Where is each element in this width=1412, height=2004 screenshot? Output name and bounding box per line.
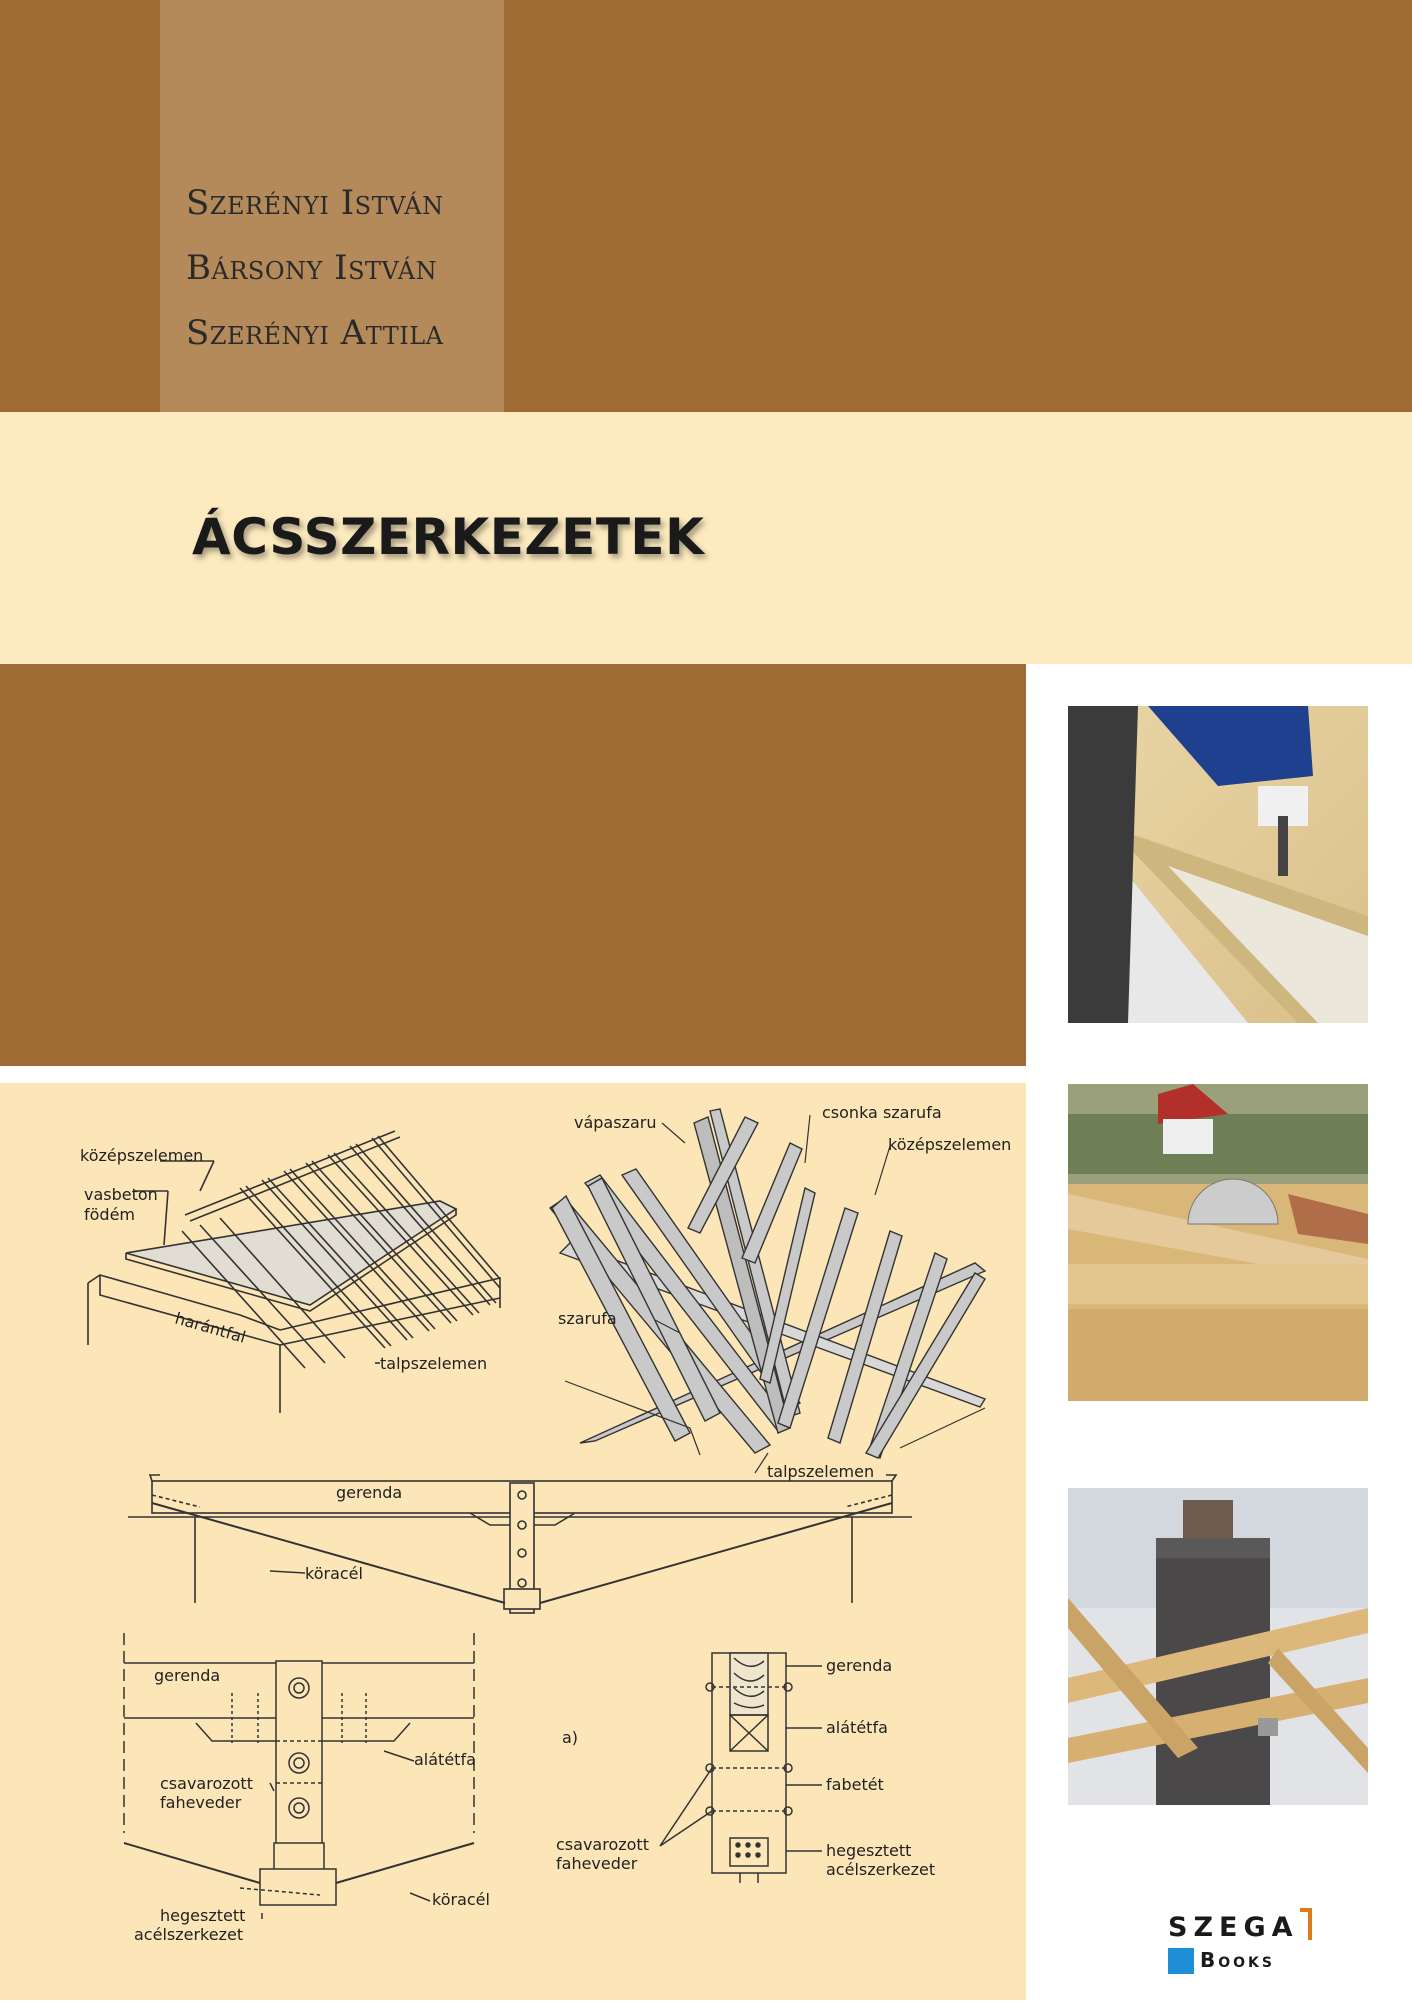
title-band [0,412,1412,664]
label-koracel-1: köracél [305,1564,363,1583]
label-csonka-szarufa: csonka szarufa [822,1103,942,1122]
drawing-trussed-beam [128,1475,912,1613]
label-gerenda-2: gerenda [154,1666,221,1685]
label-gerenda-3: gerenda [826,1656,893,1675]
label-fodem: födém [84,1205,136,1224]
label-talpszelemen-1: talpszelemen [380,1354,488,1373]
label-acelszerkezet-2: acélszerkezet [826,1860,936,1879]
author-panel [160,0,504,412]
photo-carpenter-chisel [1068,706,1368,1023]
book-title: ÁCSSZERKEZETEK [192,508,705,566]
logo-accent-cap-icon [1300,1908,1312,1912]
drawing-section [660,1653,822,1883]
publisher-imprint: Books [1200,1948,1275,1972]
label-hegesztett-1: hegesztett [160,1906,246,1925]
label-talpszelemen-2: talpszelemen [767,1462,875,1481]
label-vapaszaru: vápaszaru [574,1113,657,1132]
label-faheveder-1: faheveder [160,1793,242,1812]
technical-drawings [0,1083,1026,2000]
label-hegesztett-2: hegesztett [826,1841,912,1860]
photo-chimney-frame [1068,1488,1368,1805]
label-fabetet: fabetét [826,1775,884,1794]
label-kozepszelemen-2: középszelemen [888,1135,1012,1154]
logo-accent-icon [1308,1908,1312,1940]
label-acelszerkezet-1: acélszerkezet [134,1925,244,1944]
label-faheveder-2: faheveder [556,1854,638,1873]
label-csavarozott-1: csavarozott [160,1774,253,1793]
drawings-panel [0,1083,1026,2000]
publisher-name: SZEGA [1168,1912,1299,1943]
drawing-valley-rafters [550,1109,985,1458]
author-1: Szerényi István [186,183,444,223]
logo-square-icon [1168,1948,1194,1974]
author-2: Bársony István [186,248,438,288]
label-csavarozott-2: csavarozott [556,1835,649,1854]
label-alatetfa-2: alátétfa [826,1718,888,1737]
label-harantfal: harántfal [172,1308,248,1347]
label-kozepszelemen-1: középszelemen [80,1146,204,1165]
author-3: Szerényi Attila [186,313,444,353]
middle-band [0,664,1026,1066]
label-alatetfa-1: alátétfa [414,1750,476,1769]
label-gerenda-1: gerenda [336,1483,403,1502]
label-koracel-2: köracél [432,1890,490,1909]
label-szarufa: szarufa [558,1309,617,1328]
label-vasbeton: vasbeton [84,1185,158,1204]
photo-angle-measure [1068,1084,1368,1401]
label-a: a) [562,1728,579,1747]
publisher-logo [1168,1908,1338,1978]
